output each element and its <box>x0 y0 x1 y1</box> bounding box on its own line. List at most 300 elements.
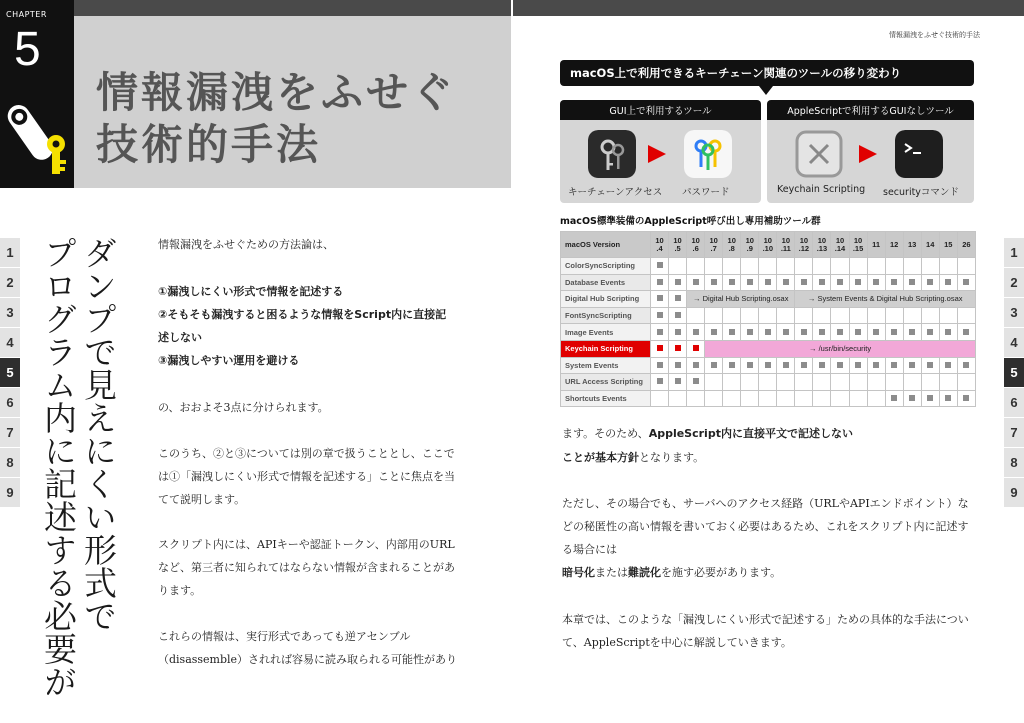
chapter-title-line-1: 情報漏洩をふせぐ <box>96 68 457 117</box>
support-cell <box>759 274 777 291</box>
supported-mark <box>855 362 861 368</box>
support-cell <box>957 274 975 291</box>
supported-mark <box>945 279 951 285</box>
support-cell <box>867 258 885 275</box>
support-cell <box>723 274 741 291</box>
support-cell <box>669 390 687 407</box>
support-cell <box>831 274 849 291</box>
support-cell <box>867 390 885 407</box>
terminal-icon <box>895 130 943 178</box>
support-cell <box>957 374 975 391</box>
version-header: 10 .14 <box>831 232 849 258</box>
supported-mark <box>963 329 969 335</box>
support-cell <box>741 307 759 324</box>
keychain-scripting-label: Keychain Scripting <box>777 184 866 195</box>
right-tab-3[interactable]: 3 <box>1004 298 1024 327</box>
supported-mark <box>729 279 735 285</box>
support-cell <box>687 324 705 341</box>
supported-mark <box>711 279 717 285</box>
supported-mark <box>873 279 879 285</box>
version-header: 10 .15 <box>849 232 867 258</box>
supported-mark <box>711 329 717 335</box>
supported-mark <box>801 279 807 285</box>
emphasis-text: 暗号化 <box>562 566 595 579</box>
chapter-tabs-left <box>0 238 20 508</box>
support-cell <box>885 258 903 275</box>
supported-mark <box>747 362 753 368</box>
support-cell <box>705 324 723 341</box>
left-tab-4[interactable]: 4 <box>0 328 20 357</box>
support-cell <box>795 390 813 407</box>
support-cell <box>921 307 939 324</box>
running-header: 情報漏洩をふせぐ技術的手法 <box>889 31 980 39</box>
emphasis-text: AppleScript内に直接平文で記述しない <box>648 427 853 440</box>
support-cell <box>867 374 885 391</box>
supported-mark <box>783 329 789 335</box>
table-row <box>561 374 976 391</box>
right-tab-6[interactable]: 6 <box>1004 388 1024 417</box>
vertical-headline-col-1: ダンプで見えにくい形式で <box>79 236 118 632</box>
supported-mark <box>657 262 663 268</box>
version-header: 10 .6 <box>687 232 705 258</box>
support-cell <box>921 274 939 291</box>
support-cell <box>939 357 957 374</box>
support-cell <box>651 324 669 341</box>
support-cell <box>759 307 777 324</box>
left-tab-9[interactable]: 9 <box>0 478 20 507</box>
method-item-2-cont: 述しない <box>158 331 202 344</box>
support-cell <box>759 357 777 374</box>
support-cell <box>651 291 669 308</box>
support-cell <box>903 374 921 391</box>
table-header-label: macOS Version <box>561 232 651 258</box>
supported-mark <box>837 362 843 368</box>
support-cell <box>813 307 831 324</box>
right-paragraph-4 <box>562 561 972 584</box>
supported-mark <box>945 395 951 401</box>
supported-mark <box>657 329 663 335</box>
supported-mark <box>711 362 717 368</box>
support-cell <box>885 357 903 374</box>
support-cell <box>723 258 741 275</box>
supported-mark <box>657 279 663 285</box>
replacement-span: → /usr/bin/security <box>705 340 976 357</box>
table-row <box>561 274 976 291</box>
compatibility-table <box>560 231 976 407</box>
vertical-headline-col-2: プログラム内に記述する必要が <box>39 236 78 698</box>
support-cell <box>831 324 849 341</box>
support-cell <box>687 258 705 275</box>
emphasis-text: 難読化 <box>628 566 661 579</box>
right-tab-9[interactable]: 9 <box>1004 478 1024 507</box>
support-cell <box>723 390 741 407</box>
supported-mark <box>801 329 807 335</box>
version-header: 14 <box>921 232 939 258</box>
supported-mark <box>909 395 915 401</box>
support-cell <box>795 258 813 275</box>
supported-mark <box>891 279 897 285</box>
supported-mark <box>693 362 699 368</box>
version-header: 10 .9 <box>741 232 759 258</box>
right-tab-8[interactable]: 8 <box>1004 448 1024 477</box>
support-cell <box>795 307 813 324</box>
supported-mark <box>891 395 897 401</box>
support-cell <box>741 357 759 374</box>
support-cell <box>867 307 885 324</box>
support-cell <box>687 274 705 291</box>
support-cell <box>759 258 777 275</box>
body-paragraph-1: の、おおよそ3点に分けられます。 <box>158 401 329 414</box>
support-cell <box>813 324 831 341</box>
top-bar-left <box>74 0 511 16</box>
version-header: 10 .11 <box>777 232 795 258</box>
gui-tools-panel <box>560 100 761 203</box>
table-row <box>561 324 976 341</box>
support-cell <box>705 357 723 374</box>
support-cell <box>813 390 831 407</box>
body-text: を施す必要があります。 <box>661 566 782 579</box>
supported-mark <box>855 279 861 285</box>
top-bar-right <box>513 0 1024 16</box>
support-cell <box>849 374 867 391</box>
supported-mark <box>729 362 735 368</box>
support-cell <box>669 340 687 357</box>
diagram-pointer <box>759 86 773 95</box>
support-cell <box>669 307 687 324</box>
left-tab-6[interactable]: 6 <box>0 388 20 417</box>
support-cell <box>867 357 885 374</box>
support-cell <box>921 258 939 275</box>
row-tool-name: Database Events <box>561 274 651 291</box>
supported-mark <box>693 378 699 384</box>
support-cell <box>813 357 831 374</box>
method-item-1: ①漏洩しにくい形式で情報を記述する <box>158 285 344 298</box>
supported-mark <box>765 362 771 368</box>
version-header: 11 <box>867 232 885 258</box>
table-title: macOS標準装備のAppleScript呼び出し専用補助ツール群 <box>560 216 821 227</box>
table-row <box>561 340 976 357</box>
supported-mark <box>909 362 915 368</box>
supported-mark <box>657 295 663 301</box>
support-cell <box>687 374 705 391</box>
row-tool-name: Image Events <box>561 324 651 341</box>
support-cell <box>651 357 669 374</box>
support-cell <box>903 390 921 407</box>
supported-mark <box>873 362 879 368</box>
support-cell <box>957 307 975 324</box>
supported-mark <box>891 329 897 335</box>
body-text: または <box>595 566 628 579</box>
gui-tools-heading: GUI上で利用するツール <box>560 100 761 120</box>
support-cell <box>939 274 957 291</box>
supported-mark <box>765 279 771 285</box>
supported-mark <box>837 279 843 285</box>
supported-mark <box>657 378 663 384</box>
support-cell <box>687 340 705 357</box>
supported-mark <box>693 345 699 351</box>
supported-mark <box>657 362 663 368</box>
version-header: 10 .13 <box>813 232 831 258</box>
row-tool-name: URL Access Scripting <box>561 374 651 391</box>
supported-mark <box>693 329 699 335</box>
support-cell <box>795 357 813 374</box>
row-tool-name: ColorSyncScripting <box>561 258 651 275</box>
right-tab-4[interactable]: 4 <box>1004 328 1024 357</box>
supported-mark <box>963 362 969 368</box>
support-cell <box>723 324 741 341</box>
support-cell <box>705 374 723 391</box>
version-header: 10 .4 <box>651 232 669 258</box>
right-paragraph-2 <box>562 446 972 469</box>
support-cell <box>957 324 975 341</box>
supported-mark <box>819 329 825 335</box>
support-cell <box>885 274 903 291</box>
support-cell <box>651 258 669 275</box>
chapter-title-line-2: 技術的手法 <box>96 120 322 169</box>
support-cell <box>777 307 795 324</box>
support-cell <box>795 374 813 391</box>
support-cell <box>741 374 759 391</box>
table-row <box>561 390 976 407</box>
supported-mark <box>927 329 933 335</box>
support-cell <box>723 374 741 391</box>
support-cell <box>939 390 957 407</box>
supported-mark <box>675 295 681 301</box>
support-cell <box>777 258 795 275</box>
row-tool-name: System Events <box>561 357 651 374</box>
support-cell <box>669 274 687 291</box>
support-cell <box>813 258 831 275</box>
support-cell <box>903 307 921 324</box>
support-cell <box>903 258 921 275</box>
row-tool-name: Digital Hub Scripting <box>561 291 651 308</box>
support-cell <box>651 274 669 291</box>
support-cell <box>831 258 849 275</box>
chapter-number: 5 <box>14 23 41 76</box>
support-cell <box>651 390 669 407</box>
support-cell <box>669 357 687 374</box>
supported-mark <box>945 329 951 335</box>
body-text: ただし、その場合でも、サーバへのアクセス経路（URLやAPIエンドポイント）などの秘匿性の高い情報を書いておく必要はあるため、これをスクリプト内に記述する場合には <box>562 497 969 556</box>
support-cell <box>849 274 867 291</box>
supported-mark <box>657 312 663 318</box>
replacement-span: → Digital Hub Scripting.osax <box>687 291 795 308</box>
chapter-label: CHAPTER <box>6 10 47 19</box>
supported-mark <box>945 362 951 368</box>
right-tab-7[interactable]: 7 <box>1004 418 1024 447</box>
supported-mark <box>927 362 933 368</box>
support-cell <box>885 307 903 324</box>
supported-mark <box>747 279 753 285</box>
support-cell <box>705 307 723 324</box>
right-paragraph-1 <box>562 422 972 445</box>
body-text: 本章では、このような「漏洩しにくい形式で記述する」ための具体的な手法について、AppleScriptを中心に解説していきます。 <box>562 613 969 649</box>
support-cell <box>939 307 957 324</box>
support-cell <box>831 390 849 407</box>
supported-mark <box>675 378 681 384</box>
support-cell <box>777 324 795 341</box>
table-row <box>561 258 976 275</box>
transition-arrow-icon <box>648 145 666 163</box>
support-cell <box>723 357 741 374</box>
support-cell <box>651 340 669 357</box>
support-cell <box>831 374 849 391</box>
support-cell <box>741 274 759 291</box>
version-header: 10 .12 <box>795 232 813 258</box>
support-cell <box>939 324 957 341</box>
support-cell <box>687 357 705 374</box>
applescript-tools-heading: AppleScriptで利用するGUIなしツール <box>767 100 974 120</box>
row-tool-name: FontSyncScripting <box>561 307 651 324</box>
keychain-access-icon <box>588 130 636 178</box>
support-cell <box>921 324 939 341</box>
support-cell <box>759 324 777 341</box>
support-cell <box>849 357 867 374</box>
keychain-scripting-icon <box>795 130 843 178</box>
passwords-label: パスワード <box>682 187 730 198</box>
supported-mark <box>747 329 753 335</box>
support-cell <box>759 390 777 407</box>
table-row <box>561 291 976 308</box>
security-command-label: securityコマンド <box>883 187 959 198</box>
row-tool-name: Shortcuts Events <box>561 390 651 407</box>
left-tab-5[interactable]: 5 <box>0 358 20 387</box>
support-cell <box>957 357 975 374</box>
support-cell <box>903 357 921 374</box>
supported-mark <box>927 395 933 401</box>
left-tab-3[interactable]: 3 <box>0 298 20 327</box>
support-cell <box>741 390 759 407</box>
left-tab-2[interactable]: 2 <box>0 268 20 297</box>
support-cell <box>651 374 669 391</box>
support-cell <box>777 390 795 407</box>
right-tab-1[interactable]: 1 <box>1004 238 1024 267</box>
version-header: 26 <box>957 232 975 258</box>
method-item-3: ③漏洩しやすい運用を避ける <box>158 354 300 367</box>
support-cell <box>777 357 795 374</box>
body-text: となります。 <box>639 451 705 464</box>
body-text: ます。そのため、 <box>562 427 649 440</box>
support-cell <box>849 324 867 341</box>
version-header: 10 .8 <box>723 232 741 258</box>
supported-mark <box>675 312 681 318</box>
support-cell <box>813 274 831 291</box>
supported-mark <box>891 362 897 368</box>
supported-mark <box>783 279 789 285</box>
support-cell <box>741 324 759 341</box>
left-tab-1[interactable]: 1 <box>0 238 20 267</box>
support-cell <box>885 374 903 391</box>
support-cell <box>957 390 975 407</box>
support-cell <box>777 374 795 391</box>
left-tab-7[interactable]: 7 <box>0 418 20 447</box>
support-cell <box>669 291 687 308</box>
support-cell <box>849 307 867 324</box>
row-tool-name: Keychain Scripting <box>561 340 651 357</box>
support-cell <box>921 390 939 407</box>
support-cell <box>777 274 795 291</box>
supported-mark <box>675 279 681 285</box>
support-cell <box>723 307 741 324</box>
supported-mark <box>819 279 825 285</box>
support-cell <box>957 258 975 275</box>
supported-mark <box>963 279 969 285</box>
support-cell <box>903 274 921 291</box>
supported-mark <box>927 279 933 285</box>
support-cell <box>849 390 867 407</box>
supported-mark <box>675 329 681 335</box>
applescript-tools-panel <box>767 100 974 203</box>
supported-mark <box>675 362 681 368</box>
support-cell <box>885 390 903 407</box>
support-cell <box>705 390 723 407</box>
supported-mark <box>873 329 879 335</box>
support-cell <box>705 258 723 275</box>
supported-mark <box>675 345 681 351</box>
right-paragraph-3 <box>562 492 972 561</box>
supported-mark <box>765 329 771 335</box>
support-cell <box>849 258 867 275</box>
support-cell <box>813 374 831 391</box>
supported-mark <box>801 362 807 368</box>
version-header: 15 <box>939 232 957 258</box>
diagram-title: macOS上で利用できるキーチェーン関連のツールの移り変わり <box>560 60 974 86</box>
support-cell <box>831 307 849 324</box>
support-cell <box>669 374 687 391</box>
intro-text: 情報漏洩をふせぐための方法論は、 <box>158 238 334 251</box>
table-row <box>561 357 976 374</box>
version-header: 13 <box>903 232 921 258</box>
support-cell <box>921 374 939 391</box>
support-cell <box>867 274 885 291</box>
replacement-span: → System Events & Digital Hub Scripting.osax <box>795 291 976 308</box>
supported-mark <box>693 279 699 285</box>
support-cell <box>669 324 687 341</box>
body-paragraph-2: このうち、②と③については別の章で扱うこととし、ここでは①「漏洩しにくい形式で情報を記述する」ことに焦点を当てて説明します。 <box>158 447 455 506</box>
support-cell <box>867 324 885 341</box>
version-header: 12 <box>885 232 903 258</box>
support-cell <box>885 324 903 341</box>
supported-mark <box>963 395 969 401</box>
body-paragraph-3: スクリプト内には、APIキーや認証トークン、内部用のURLなど、第三者に知られてはならない情報が含まれることがあります。 <box>158 538 455 597</box>
supported-mark <box>729 329 735 335</box>
tool-key-icon <box>6 92 70 178</box>
support-cell <box>939 374 957 391</box>
support-cell <box>705 274 723 291</box>
support-cell <box>939 258 957 275</box>
supported-mark <box>909 329 915 335</box>
supported-mark <box>657 345 663 351</box>
version-header: 10 .7 <box>705 232 723 258</box>
method-item-2: ②そもそも漏洩すると困るような情報をScript内に直接記 <box>158 308 447 321</box>
support-cell <box>759 374 777 391</box>
right-tab-5[interactable]: 5 <box>1004 358 1024 387</box>
supported-mark <box>909 279 915 285</box>
support-cell <box>795 274 813 291</box>
support-cell <box>921 357 939 374</box>
support-cell <box>669 258 687 275</box>
supported-mark <box>819 362 825 368</box>
right-tab-2[interactable]: 2 <box>1004 268 1024 297</box>
supported-mark <box>855 329 861 335</box>
support-cell <box>687 390 705 407</box>
left-tab-8[interactable]: 8 <box>0 448 20 477</box>
version-header: 10 .10 <box>759 232 777 258</box>
supported-mark <box>783 362 789 368</box>
keychain-access-label: キーチェーンアクセス <box>568 187 663 198</box>
support-cell <box>741 258 759 275</box>
right-paragraph-5 <box>562 608 972 654</box>
